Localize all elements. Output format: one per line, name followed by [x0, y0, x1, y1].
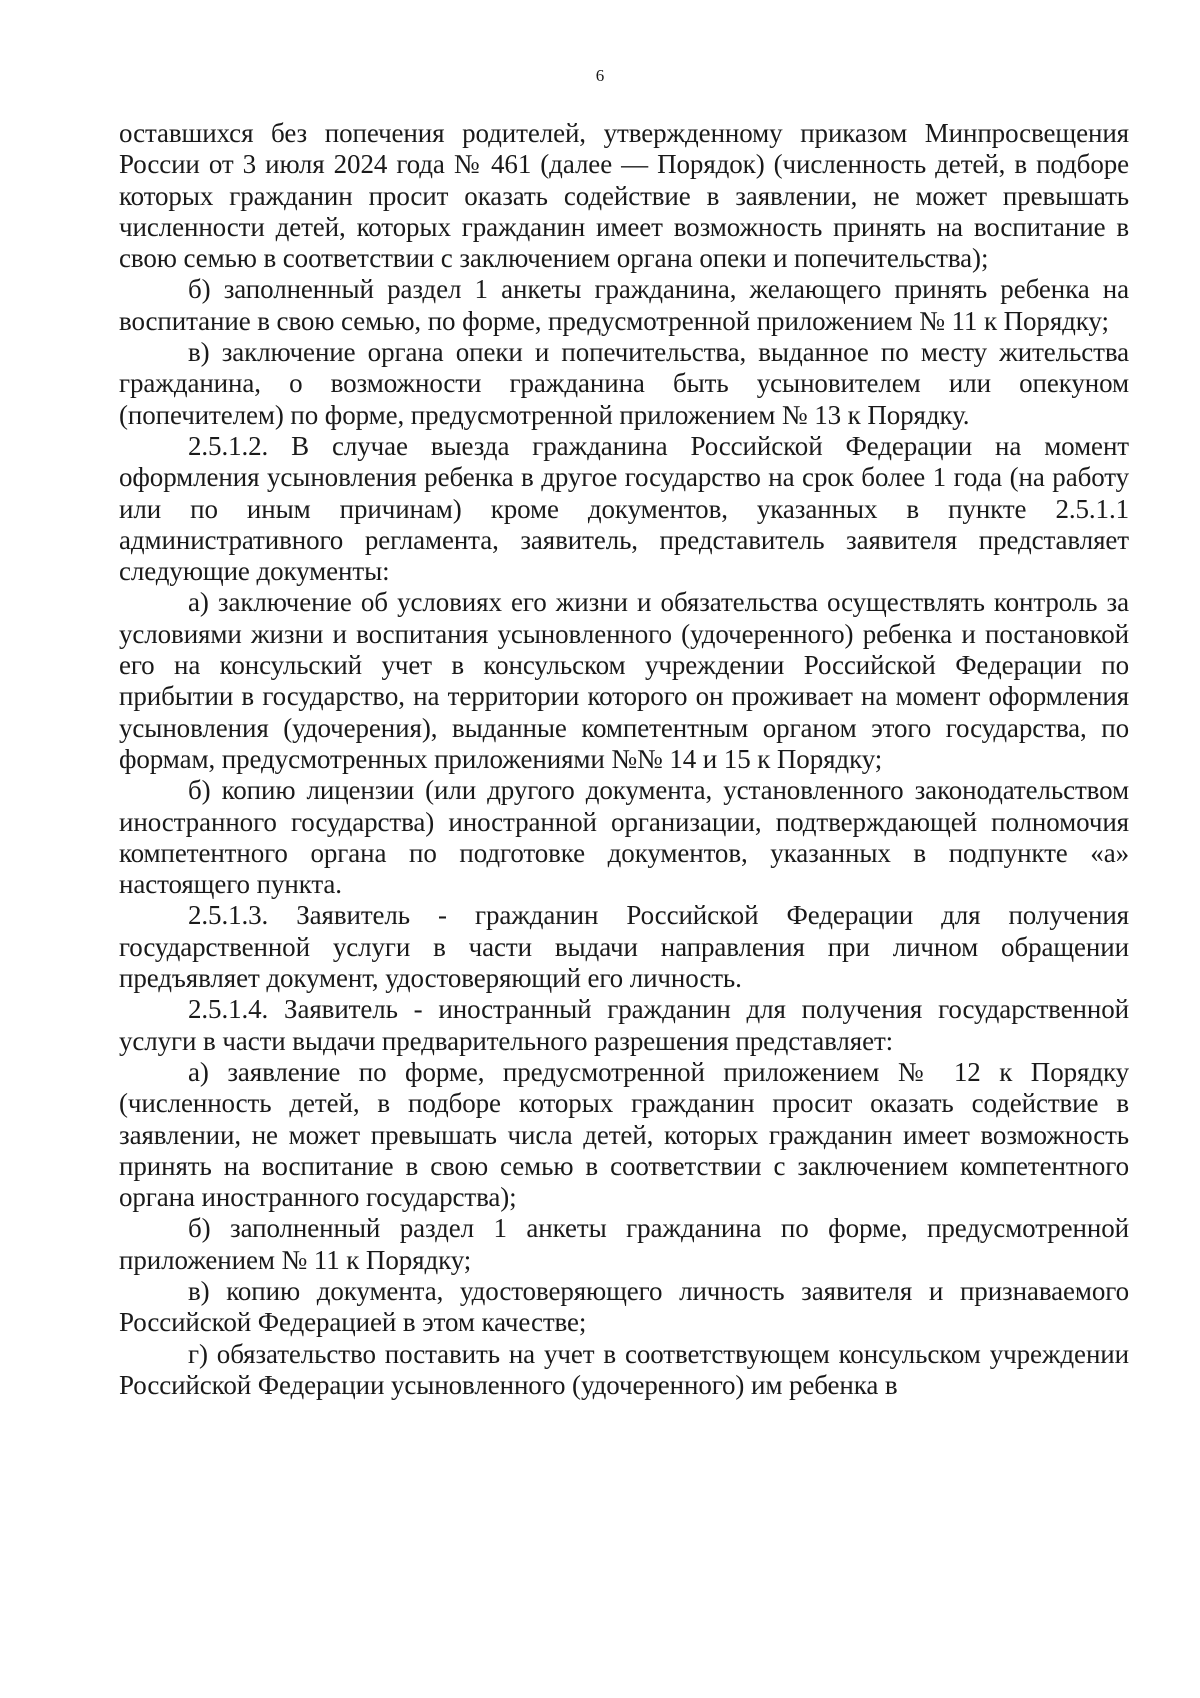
paragraph-2-5-1-4-item-a: а) заявление по форме, предусмотренной приложением № 12 к Порядку (численность детей, в подборе которых гражданин просит оказать содействие в заявлении, не может превышать числа детей, которых гражданин имеет возможность принять на воспитание в свою семью в соответствии с заключением компетентного органа иностранного государства);: [119, 1056, 1129, 1213]
paragraph-2-5-1-2-item-b: б) копию лицензии (или другого документа, установленного законодательством иностранного государства) иностранной организации, подтверждающей полномочия компетентного органа по подготовке документов, указанных в подпункте «а» настоящего пункта.: [119, 775, 1129, 900]
paragraph-2-5-1-4-item-v: в) копию документа, удостоверяющего личность заявителя и признаваемого Российской Федерацией в этом качестве;: [119, 1275, 1129, 1338]
paragraph-2-5-1-2-item-a: а) заключение об условиях его жизни и обязательства осуществлять контроль за условиями жизни и воспитания усыновленного (удочеренного) ребенка и постановкой его на консульский учет в консульском учреждении Российской Федерации по прибытии в государство, на территории которого он проживает на момент оформления усыновления (удочерения), выданные компетентным органом этого государства, по формам, предусмотренных приложениями №№ 14 и 15 к Порядку;: [119, 587, 1129, 774]
paragraph-2-5-1-4-item-b: б) заполненный раздел 1 анкеты гражданина по форме, предусмотренной приложением № 11 к Порядку;: [119, 1213, 1129, 1275]
paragraph-item-v: в) заключение органа опеки и попечительства, выданное по месту жительства гражданина, о возможности гражданина быть усыновителем или опекуном (попечителем) по форме, предусмотренной приложением № 13 к Порядку.: [119, 337, 1129, 430]
paragraph-2-5-1-2: 2.5.1.2. В случае выезда гражданина Российской Федерации на момент оформления усыновления ребенка в другое государство на срок более 1 года (на работу или по иным причинам) кроме документов, указанных в пункте 2.5.1.1 административного регламента, заявитель, представитель заявителя представляет следующие документы:: [119, 430, 1129, 587]
paragraph-2-5-1-4-item-g: г) обязательство поставить на учет в соответствующем консульском учреждении Российской Федерации усыновленного (удочеренного) им ребенка в: [119, 1338, 1129, 1400]
paragraph-2-5-1-3: 2.5.1.3. Заявитель - гражданин Российской Федерации для получения государственной услуги в части выдачи направления при личном обращении предъявляет документ, удостоверяющий его личность.: [119, 900, 1129, 994]
paragraph-2-5-1-4: 2.5.1.4. Заявитель - иностранный гражданин для получения государственной услуги в части выдачи предварительного разрешения представляет:: [119, 994, 1129, 1056]
page-number: 6: [595, 66, 605, 85]
paragraph-item-b: б) заполненный раздел 1 анкеты гражданина, желающего принять ребенка на воспитание в свою семью, по форме, предусмотренной приложением № 11 к Порядку;: [119, 274, 1129, 336]
paragraph-continuation: оставшихся без попечения родителей, утвержденному приказом Минпросвещения России от 3 июля 2024 года № 461 (далее — Порядок) (численность детей, в подборе которых гражданин просит оказать содействие в заявлении, не может превышать численности детей, которых гражданин имеет возможность принять на воспитание в свою семью в соответствии с заключением органа опеки и попечительства);: [119, 118, 1129, 274]
document-body: [119, 118, 1129, 1401]
